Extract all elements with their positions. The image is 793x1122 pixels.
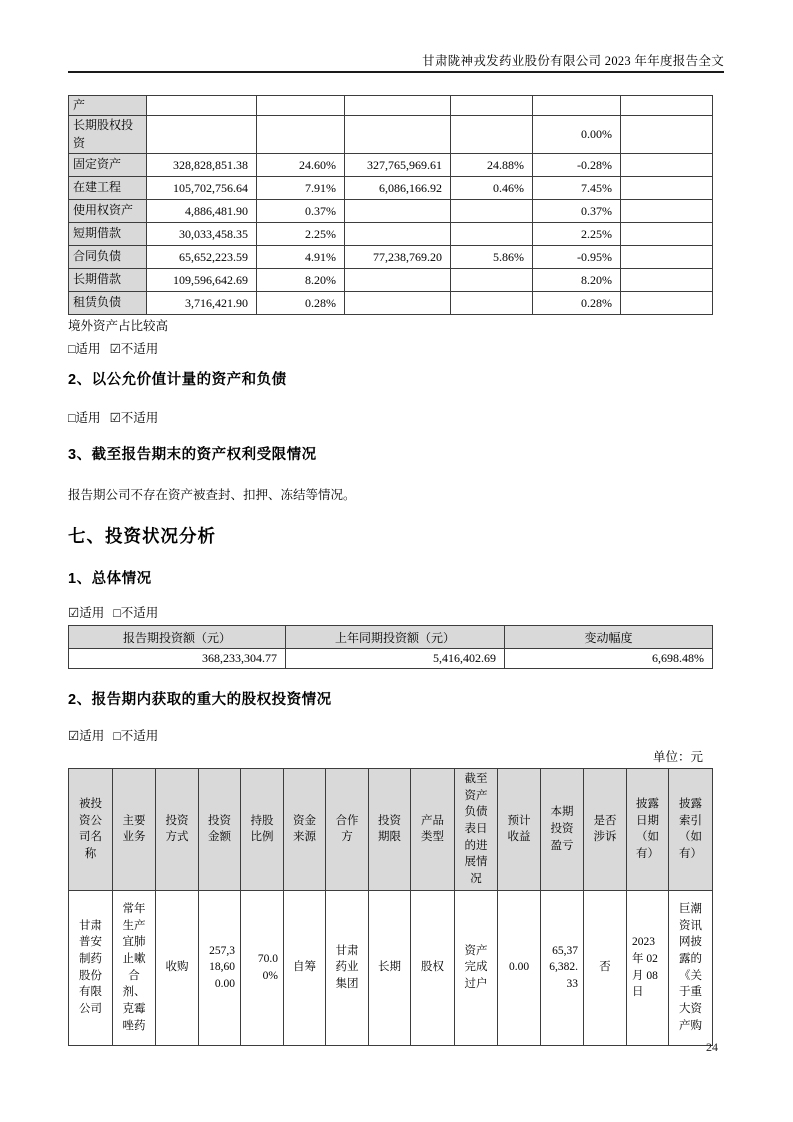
checkbox-applicable: □适用 <box>68 411 101 425</box>
table-cell <box>621 200 713 223</box>
table-cell: 257,318,600.00 <box>199 890 241 1045</box>
table-row <box>69 246 713 269</box>
applicability-line-4 <box>68 726 167 744</box>
table-cell <box>451 292 533 315</box>
table-cell: 2.25% <box>533 223 621 246</box>
table-cell: 收购 <box>156 890 199 1045</box>
column-header-cell: 资金来源 <box>284 769 326 891</box>
row-label-cell: 租赁负债 <box>69 292 147 315</box>
table-cell <box>345 269 451 292</box>
row-label-cell: 长期借款 <box>69 269 147 292</box>
table-cell: 6,086,166.92 <box>345 177 451 200</box>
restricted-rights-paragraph: 报告期公司不存在资产被查封、扣押、冻结等情况。 <box>68 488 356 502</box>
table-cell: 自筹 <box>284 890 326 1045</box>
table-cell: 7.45% <box>533 177 621 200</box>
table-cell <box>345 292 451 315</box>
table-cell: 7.91% <box>257 177 345 200</box>
column-header-cell: 合作方 <box>326 769 369 891</box>
row-label-cell: 合同负债 <box>69 246 147 269</box>
table-cell: 3,716,421.90 <box>147 292 257 315</box>
investment-summary-table <box>68 625 713 669</box>
table-cell: 长期 <box>369 890 411 1045</box>
asset-ratio-table <box>68 95 713 315</box>
row-label-cell: 产 <box>69 96 147 116</box>
table-row <box>69 116 713 154</box>
table-cell: 65,376,382.33 <box>541 890 584 1045</box>
table-cell <box>451 223 533 246</box>
table-cell: 甘肃普安制药股份有限公司 <box>69 890 113 1045</box>
column-header-cell: 产品类型 <box>411 769 455 891</box>
equity-investment-table <box>68 768 713 1046</box>
table-cell: 常年生产宜肺止嗽合剂、克霉唑药 <box>113 890 156 1045</box>
checkbox-applicable: ☑适用 <box>68 606 105 620</box>
table-cell: 65,652,223.59 <box>147 246 257 269</box>
table-cell <box>621 292 713 315</box>
column-header-cell: 本期投资盈亏 <box>541 769 584 891</box>
table-cell: 巨潮资讯网披露的《关于重大资产购 <box>669 890 713 1045</box>
checkbox-applicable: ☑适用 <box>68 729 105 743</box>
checkbox-applicable: □适用 <box>68 342 101 356</box>
column-header-cell: 主要业务 <box>113 769 156 891</box>
table-cell: 0.28% <box>533 292 621 315</box>
row-label-cell: 短期借款 <box>69 223 147 246</box>
column-header-cell: 披露索引（如有） <box>669 769 713 891</box>
column-header-cell: 上年同期投资额（元） <box>286 626 505 649</box>
table-cell: 5.86% <box>451 246 533 269</box>
heading-restricted-rights: 3、截至报告期末的资产权利受限情况 <box>68 447 317 463</box>
table-cell <box>621 223 713 246</box>
column-header-cell: 预计收益 <box>498 769 541 891</box>
table-row <box>69 890 713 1045</box>
table-cell: -0.28% <box>533 154 621 177</box>
table-cell: 5,416,402.69 <box>286 649 505 669</box>
table-cell: 77,238,769.20 <box>345 246 451 269</box>
table-cell: 资产完成过户 <box>455 890 498 1045</box>
table-row <box>69 223 713 246</box>
applicability-line-3 <box>68 603 167 621</box>
overseas-assets-note: 境外资产占比较高 <box>68 319 169 333</box>
table-row <box>69 292 713 315</box>
column-header-cell: 报告期投资额（元） <box>69 626 286 649</box>
table-cell: 8.20% <box>257 269 345 292</box>
table-cell <box>451 116 533 154</box>
report-header-title: 甘肃陇神戎发药业股份有限公司 2023 年年度报告全文 <box>422 54 724 68</box>
header-divider <box>68 71 724 73</box>
row-label-cell: 在建工程 <box>69 177 147 200</box>
table-cell <box>451 200 533 223</box>
table-cell <box>533 96 621 116</box>
checkbox-not-applicable: ☑不适用 <box>109 342 159 356</box>
heading-overall-situation: 1、总体情况 <box>68 571 152 587</box>
table-cell <box>621 96 713 116</box>
table-cell: -0.95% <box>533 246 621 269</box>
column-header-cell: 变动幅度 <box>505 626 713 649</box>
table-cell: 24.88% <box>451 154 533 177</box>
table-cell <box>621 269 713 292</box>
table-cell <box>257 96 345 116</box>
table-row <box>69 269 713 292</box>
table-cell: 0.00 <box>498 890 541 1045</box>
table-cell: 6,698.48% <box>505 649 713 669</box>
table-cell: 0.46% <box>451 177 533 200</box>
table-header-row <box>69 769 713 891</box>
table-header-row <box>69 626 713 649</box>
table-cell: 2023 年 02 月 08 日 <box>627 890 669 1045</box>
row-label-cell: 长期股权投资 <box>69 116 147 154</box>
column-header-cell: 投资金额 <box>199 769 241 891</box>
unit-label: 单位：元 <box>652 750 703 764</box>
heading-investment-analysis: 七、投资状况分析 <box>68 526 216 546</box>
table-cell: 109,596,642.69 <box>147 269 257 292</box>
applicability-line-1 <box>68 339 167 357</box>
table-cell: 股权 <box>411 890 455 1045</box>
table-cell <box>147 116 257 154</box>
table-cell <box>621 177 713 200</box>
table-cell: 4,886,481.90 <box>147 200 257 223</box>
table-cell: 8.20% <box>533 269 621 292</box>
table-row <box>69 154 713 177</box>
checkbox-not-applicable: □不适用 <box>113 606 159 620</box>
table-cell <box>621 116 713 154</box>
column-header-cell: 被投资公司名称 <box>69 769 113 891</box>
table-cell: 否 <box>584 890 627 1045</box>
column-header-cell: 投资期限 <box>369 769 411 891</box>
row-label-cell: 固定资产 <box>69 154 147 177</box>
table-cell: 105,702,756.64 <box>147 177 257 200</box>
table-cell: 0.00% <box>533 116 621 154</box>
table-row <box>69 649 713 669</box>
applicability-line-2 <box>68 408 167 426</box>
checkbox-not-applicable: □不适用 <box>113 729 159 743</box>
table-cell: 4.91% <box>257 246 345 269</box>
table-cell: 甘肃药业集团 <box>326 890 369 1045</box>
table-cell <box>345 200 451 223</box>
column-header-cell: 是否涉诉 <box>584 769 627 891</box>
table-cell <box>345 96 451 116</box>
table-cell <box>147 96 257 116</box>
column-header-cell: 截至资产负债表日的进展情况 <box>455 769 498 891</box>
table-row <box>69 177 713 200</box>
row-label-cell: 使用权资产 <box>69 200 147 223</box>
heading-major-equity-investment: 2、报告期内获取的重大的股权投资情况 <box>68 692 332 708</box>
table-cell: 328,828,851.38 <box>147 154 257 177</box>
page-number: 24 <box>706 1040 718 1054</box>
table-cell: 30,033,458.35 <box>147 223 257 246</box>
table-cell: 368,233,304.77 <box>69 649 286 669</box>
table-cell: 70.00% <box>241 890 284 1045</box>
table-row <box>69 96 713 116</box>
column-header-cell: 持股比例 <box>241 769 284 891</box>
table-cell <box>451 269 533 292</box>
table-cell: 0.28% <box>257 292 345 315</box>
column-header-cell: 披露日期（如有） <box>627 769 669 891</box>
table-cell: 0.37% <box>257 200 345 223</box>
column-header-cell: 投资方式 <box>156 769 199 891</box>
table-row <box>69 200 713 223</box>
checkbox-not-applicable: ☑不适用 <box>109 411 159 425</box>
table-cell <box>451 96 533 116</box>
table-cell <box>621 246 713 269</box>
table-cell <box>345 116 451 154</box>
table-cell <box>345 223 451 246</box>
table-cell <box>257 116 345 154</box>
table-cell: 24.60% <box>257 154 345 177</box>
table-cell <box>621 154 713 177</box>
heading-fair-value: 2、以公允价值计量的资产和负债 <box>68 372 287 388</box>
table-cell: 0.37% <box>533 200 621 223</box>
table-cell: 2.25% <box>257 223 345 246</box>
table-cell: 327,765,969.61 <box>345 154 451 177</box>
